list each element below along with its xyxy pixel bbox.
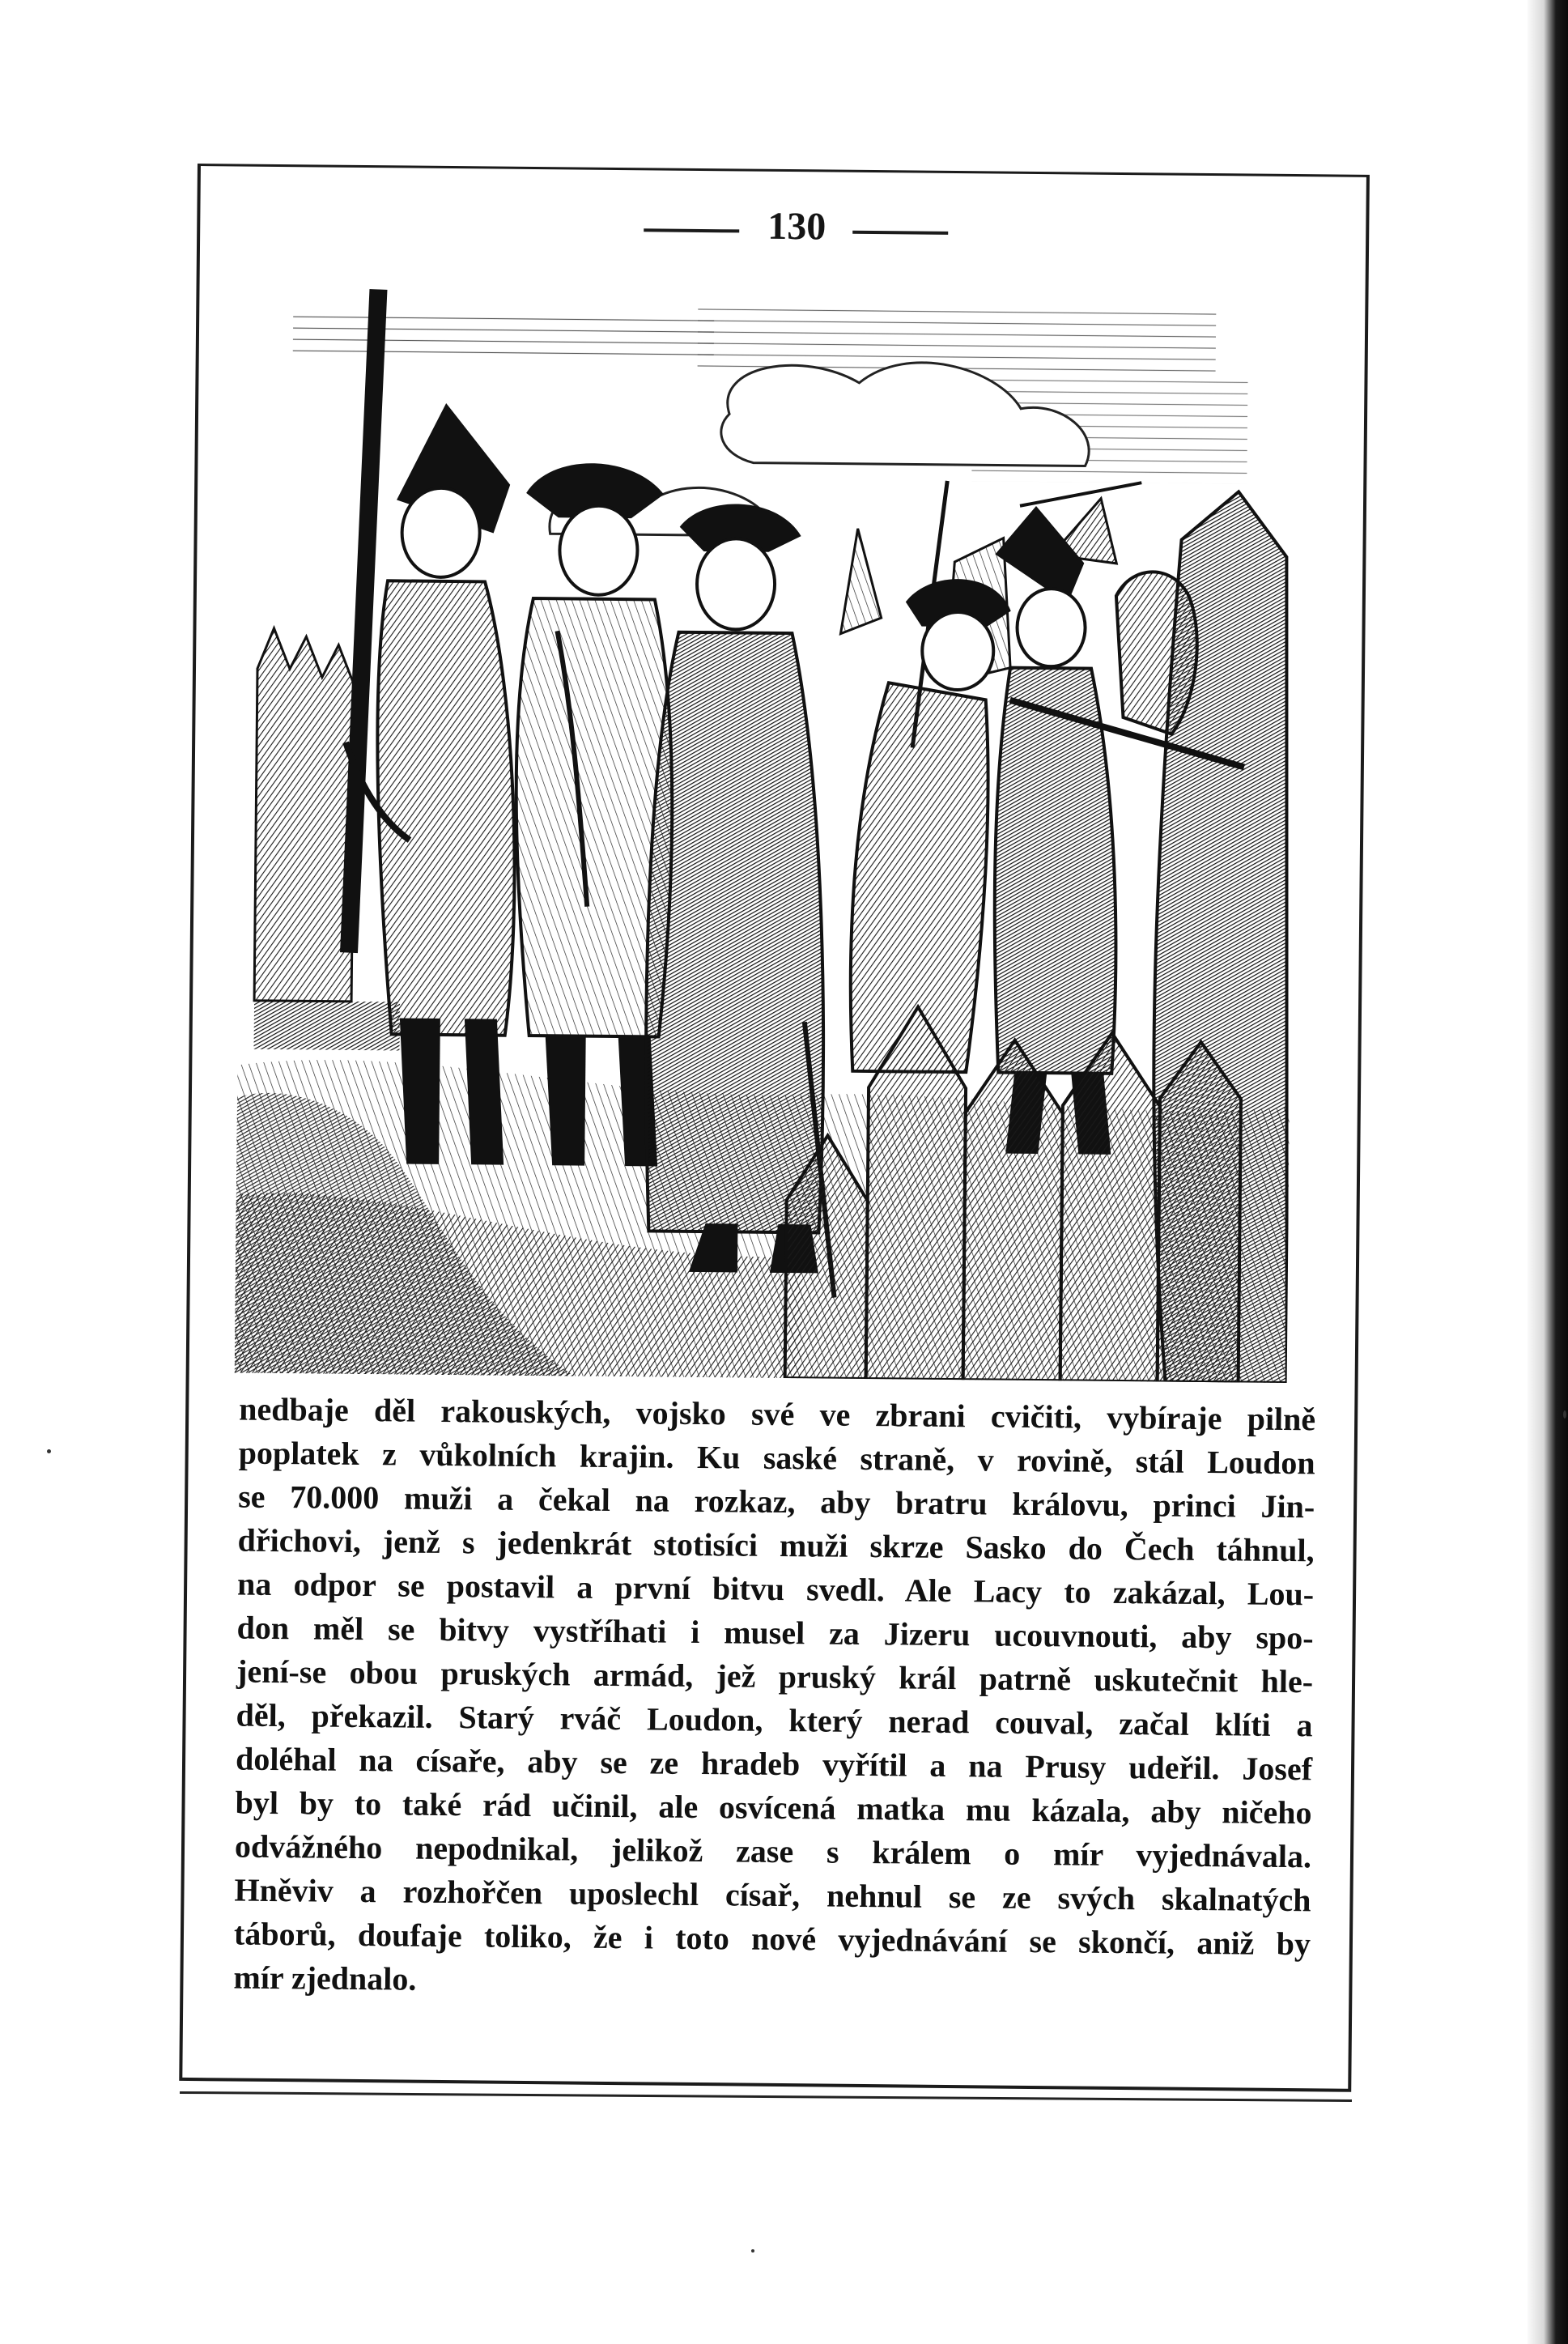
text-line: poplatek z vůkolních krajin. Ku saské straně, v rovině, stál Loudon	[238, 1434, 1315, 1482]
text-line: dřichovi, jenž s jedenkrát stotisíci muži skrze Sasko do Čech táhnul,	[237, 1521, 1315, 1569]
body-text	[233, 1388, 1315, 2010]
text-line: táborů, doufaje toliko, že i toto nové vyjednávání se skončí, aniž by	[233, 1915, 1311, 1963]
text-line: don měl se bitvy vystříhati i musel za Jizeru ucouvnouti, aby spo-	[236, 1609, 1314, 1657]
text-line: nedbaje děl rakouských, vojsko své ve zbrani cvičiti, vybíraje pilně	[239, 1390, 1316, 1438]
text-line: se 70.000 muži a čekal na rozkaz, aby bratru královu, princi Jin-	[237, 1478, 1315, 1525]
scan-edge	[1528, 0, 1568, 2344]
page-number: 130	[767, 204, 826, 249]
engraving-soldiers-camp-icon	[235, 288, 1298, 1383]
text-line: Hněviv a rozhořčen uposlechl císař, nehnul se ze svých skalnatých	[234, 1871, 1311, 1919]
bottom-rule	[180, 2091, 1352, 2102]
text-line: děl, překazil. Starý rváč Loudon, který nerad couval, začal klíti a	[236, 1696, 1313, 1744]
text-line: byl by to také rád učinil, ale osvícená matka mu kázala, aby ničeho	[235, 1784, 1312, 1831]
text-line: na odpor se postavil a první bitvu svedl. Ale Lacy to zakázal, Lou-	[236, 1565, 1315, 1613]
text-line: doléhal na císaře, aby se ze hradeb vyřítil a na Prusy udeřil. Josef	[235, 1740, 1313, 1788]
header-rule-right	[852, 231, 948, 235]
scan-speck	[47, 1449, 51, 1453]
text-line: mír zjednalo.	[233, 1959, 417, 1997]
engraving-illustration	[235, 288, 1298, 1383]
header-rule-left	[644, 228, 739, 232]
scan-speck	[751, 2249, 754, 2253]
text-line: odvážného nepodnikal, jelikož zase s králem o mír vyjednávala.	[234, 1827, 1312, 1875]
page-frame	[179, 164, 1370, 2092]
scan-speck	[1563, 1410, 1566, 1419]
text-line: jení-se obou pruských armád, jež pruský král patrně uskutečnit hle-	[236, 1653, 1314, 1700]
